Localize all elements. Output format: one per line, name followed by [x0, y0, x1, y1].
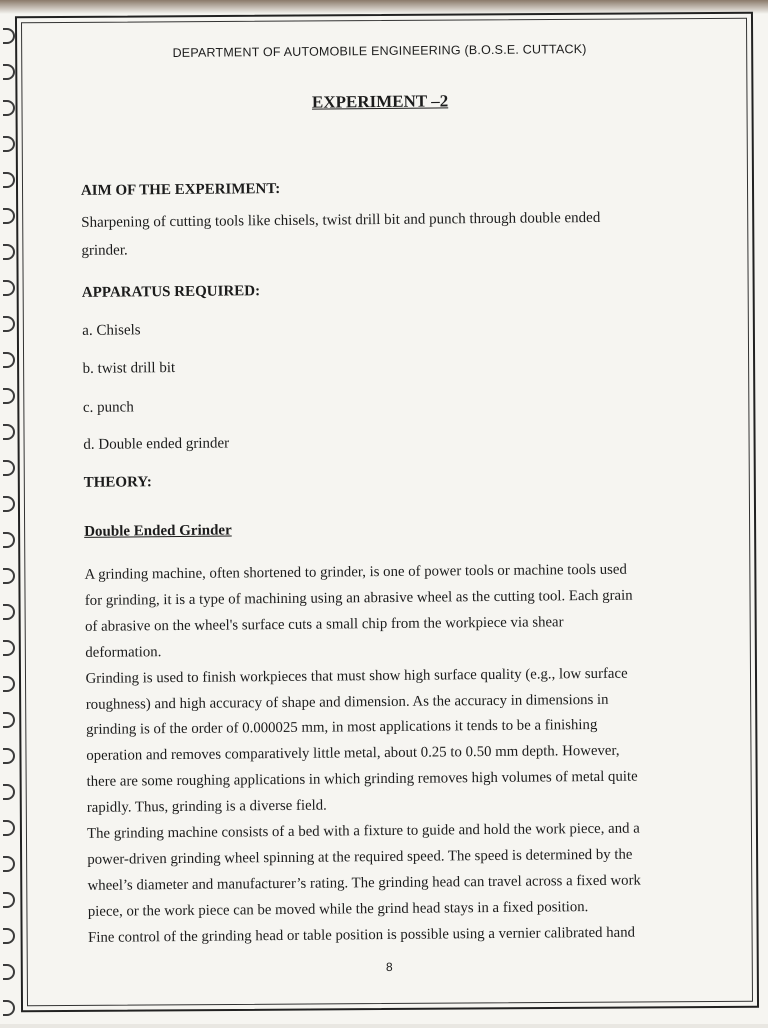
body-line: The grinding machine consists of a bed with a fixture to guide and hold the work piece, and a [86, 820, 640, 842]
apparatus-item: d. Double ended grinder [83, 435, 230, 453]
body-line: operation and removes comparatively little metal, about 0.25 to 0.50 mm depth. However, [86, 743, 620, 765]
body-line: wheel’s diameter and manufacturer’s rating. The grinding head can travel across a fixed work [87, 872, 641, 894]
body-line: piece, or the work piece can be moved while the grind head stays in a fixed position. [87, 898, 589, 920]
aim-text-line: Sharpening of cutting tools like chisels, twist drill bit and punch through double ended [81, 209, 601, 231]
aim-text-line: grinder. [81, 242, 128, 259]
body-line: for grinding, it is a type of machining using an abrasive wheel as the cutting tool. Each grain [84, 587, 633, 609]
apparatus-item: c. punch [82, 399, 134, 416]
experiment-title: EXPERIMENT –2 [311, 91, 449, 112]
body-line: of abrasive on the wheel's surface cuts a small chip from the workpiece via shear [85, 614, 564, 635]
body-line: power-driven grinding wheel spinning at the required speed. The speed is determined by the [87, 846, 633, 868]
body-line: A grinding machine, often shortened to grinder, is one of power tools or machine tools used [84, 561, 627, 583]
theory-heading: THEORY: [83, 474, 152, 491]
department-header: DEPARTMENT OF AUTOMOBILE ENGINEERING (B.O.S.E. CUTTACK) [172, 42, 587, 61]
theory-subheading: Double Ended Grinder [84, 522, 232, 540]
body-line: grinding is of the order of 0.000025 mm, in most applications it tends to be a finishing [86, 717, 598, 739]
body-line: Grinding is used to finish workpieces that must show high surface quality (e.g., low surface [85, 665, 628, 687]
body-line: roughness) and high accuracy of shape and dimension. As the accuracy in dimensions in [85, 691, 609, 713]
aim-heading: AIM OF THE EXPERIMENT: [80, 180, 281, 199]
apparatus-item: b. twist drill bit [82, 359, 176, 377]
page-number: 8 [385, 959, 393, 975]
body-line: there are some roughing applications in which grinding removes high volumes of metal quite [86, 768, 638, 791]
body-line: Fine control of the grinding head or table position is possible using a vernier calibrated hand [87, 924, 636, 946]
body-line: deformation. [85, 643, 162, 661]
apparatus-heading: APPARATUS REQUIRED: [81, 283, 261, 301]
apparatus-item: a. Chisels [82, 322, 141, 339]
body-line: rapidly. Thus, grinding is a diverse field. [86, 797, 327, 817]
theory-body [84, 557, 688, 951]
